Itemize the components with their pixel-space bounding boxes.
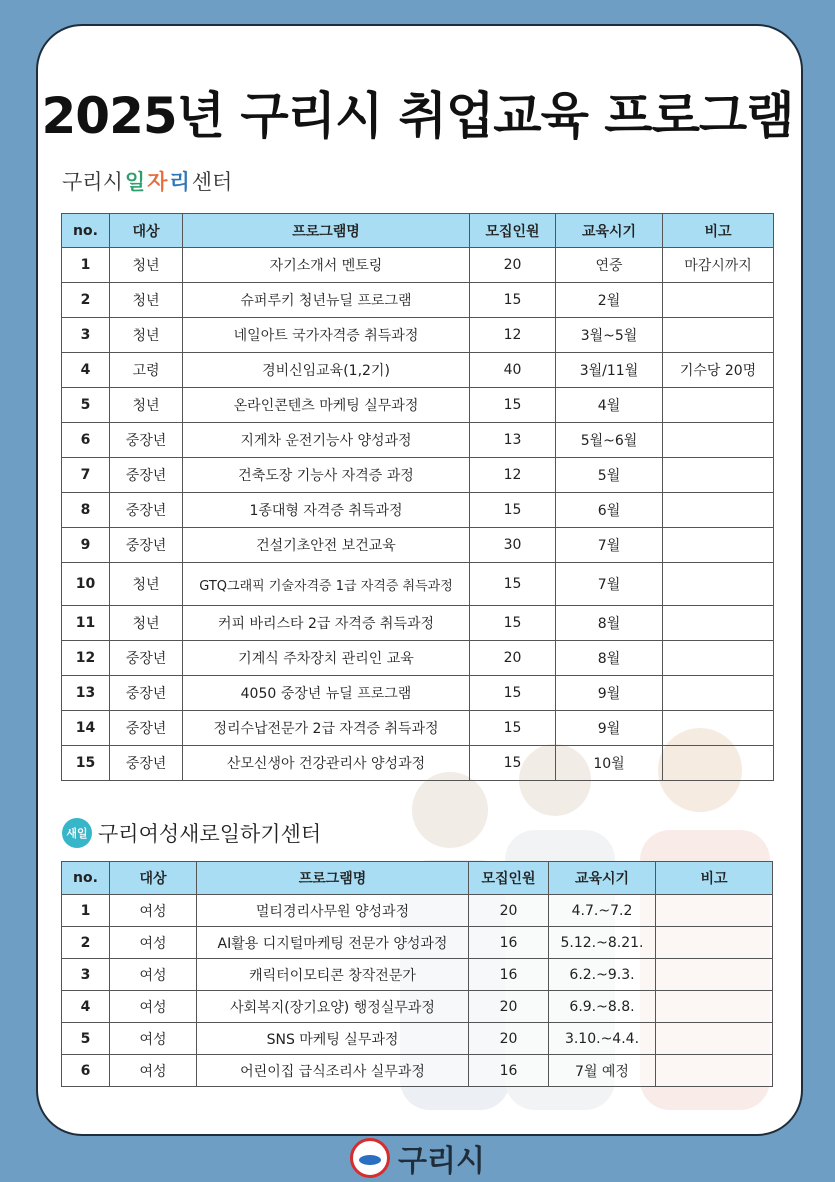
cell-target: 중장년 xyxy=(110,746,183,781)
table-row xyxy=(62,1055,773,1087)
table-row xyxy=(62,1023,773,1055)
table-row xyxy=(62,895,773,927)
cell-note xyxy=(663,493,774,528)
header-no: no. xyxy=(62,862,110,895)
header-note: 비고 xyxy=(656,862,773,895)
cell-capacity: 15 xyxy=(470,493,556,528)
table-row xyxy=(62,458,774,493)
table-row xyxy=(62,528,774,563)
cell-capacity: 16 xyxy=(469,927,549,959)
cell-no: 7 xyxy=(62,458,110,493)
cell-no: 11 xyxy=(62,606,110,641)
cell-note xyxy=(656,1023,773,1055)
cell-target: 청년 xyxy=(110,248,183,283)
cell-target: 중장년 xyxy=(110,676,183,711)
cell-period: 6.2.~9.3. xyxy=(549,959,656,991)
cell-period: 7월 예정 xyxy=(549,1055,656,1087)
cell-period: 5월~6월 xyxy=(556,423,663,458)
cell-capacity: 15 xyxy=(470,563,556,606)
cell-period: 7월 xyxy=(556,563,663,606)
cell-program: AI활용 디지털마케팅 전문가 양성과정 xyxy=(197,927,469,959)
saeil-badge-icon: 새일 xyxy=(62,818,92,848)
cell-no: 15 xyxy=(62,746,110,781)
cell-program: 건축도장 기능사 자격증 과정 xyxy=(183,458,470,493)
table-row xyxy=(62,641,774,676)
cell-no: 2 xyxy=(62,927,110,959)
table-row xyxy=(62,606,774,641)
cell-program: 어린이집 급식조리사 실무과정 xyxy=(197,1055,469,1087)
cell-period: 7월 xyxy=(556,528,663,563)
logo-ja: 자 xyxy=(147,170,168,194)
cell-target: 중장년 xyxy=(110,711,183,746)
cell-target: 청년 xyxy=(110,563,183,606)
cell-program: 지게차 운전기능사 양성과정 xyxy=(183,423,470,458)
cell-period: 4월 xyxy=(556,388,663,423)
cell-program: 사회복지(장기요양) 행정실무과정 xyxy=(197,991,469,1023)
cell-capacity: 16 xyxy=(469,1055,549,1087)
table-row xyxy=(62,676,774,711)
cell-program: 자기소개서 멘토링 xyxy=(183,248,470,283)
women-center-name: 구리여성새로일하기센터 xyxy=(98,822,322,846)
cell-no: 3 xyxy=(62,318,110,353)
cell-note xyxy=(663,711,774,746)
cell-note xyxy=(663,641,774,676)
cell-target: 청년 xyxy=(110,388,183,423)
page-title: 2025년 구리시 취업교육 프로그램 xyxy=(41,87,794,145)
cell-note xyxy=(663,318,774,353)
cell-period: 5.12.~8.21. xyxy=(549,927,656,959)
cell-no: 5 xyxy=(62,388,110,423)
cell-target: 청년 xyxy=(110,318,183,353)
cell-period: 4.7.~7.2 xyxy=(549,895,656,927)
cell-note xyxy=(663,458,774,493)
header-capacity: 모집인원 xyxy=(469,862,549,895)
cell-program: 산모신생아 건강관리사 양성과정 xyxy=(183,746,470,781)
cell-capacity: 15 xyxy=(470,711,556,746)
cell-program: 4050 중장년 뉴딜 프로그램 xyxy=(183,676,470,711)
table-row xyxy=(62,248,774,283)
cell-program: 건설기초안전 보건교육 xyxy=(183,528,470,563)
header-no: no. xyxy=(62,214,110,248)
cell-target: 청년 xyxy=(110,283,183,318)
cell-note xyxy=(663,283,774,318)
table-header-row xyxy=(62,862,773,895)
cell-target: 여성 xyxy=(110,895,197,927)
cell-program: 온라인콘텐츠 마케팅 실무과정 xyxy=(183,388,470,423)
cell-capacity: 13 xyxy=(470,423,556,458)
cell-period: 3월~5월 xyxy=(556,318,663,353)
cell-target: 여성 xyxy=(110,927,197,959)
cell-capacity: 20 xyxy=(469,895,549,927)
cell-no: 1 xyxy=(62,895,110,927)
cell-capacity: 15 xyxy=(470,388,556,423)
header-target: 대상 xyxy=(110,214,183,248)
cell-program: 커피 바리스타 2급 자격증 취득과정 xyxy=(183,606,470,641)
cell-period: 3.10.~4.4. xyxy=(549,1023,656,1055)
cell-note xyxy=(663,746,774,781)
header-capacity: 모집인원 xyxy=(470,214,556,248)
cell-period: 6월 xyxy=(556,493,663,528)
cell-capacity: 40 xyxy=(470,353,556,388)
cell-target: 여성 xyxy=(110,959,197,991)
cell-no: 12 xyxy=(62,641,110,676)
job-center-table xyxy=(61,213,774,781)
cell-program: 멀티경리사무원 양성과정 xyxy=(197,895,469,927)
footer-logo xyxy=(0,1136,835,1180)
cell-program: 기계식 주차장치 관리인 교육 xyxy=(183,641,470,676)
table-row xyxy=(62,493,774,528)
women-center-logo xyxy=(62,818,321,848)
cell-target: 여성 xyxy=(110,991,197,1023)
cell-no: 6 xyxy=(62,1055,110,1087)
logo-il: 일 xyxy=(124,170,146,194)
cell-no: 14 xyxy=(62,711,110,746)
header-period: 교육시기 xyxy=(549,862,656,895)
cell-no: 2 xyxy=(62,283,110,318)
cell-program: 1종대형 자격증 취득과정 xyxy=(183,493,470,528)
cell-period: 연중 xyxy=(556,248,663,283)
guri-emblem-icon xyxy=(350,1138,390,1178)
table-row xyxy=(62,563,774,606)
cell-program: 정리수납전문가 2급 자격증 취득과정 xyxy=(183,711,470,746)
table-row xyxy=(62,959,773,991)
cell-note xyxy=(656,991,773,1023)
logo-suffix: 센터 xyxy=(191,170,233,194)
cell-target: 중장년 xyxy=(110,528,183,563)
cell-target: 여성 xyxy=(110,1023,197,1055)
cell-capacity: 12 xyxy=(470,458,556,493)
women-center-table xyxy=(61,861,773,1087)
cell-note xyxy=(663,676,774,711)
cell-capacity: 12 xyxy=(470,318,556,353)
logo-prefix: 구리시 xyxy=(62,170,123,194)
cell-capacity: 15 xyxy=(470,606,556,641)
cell-period: 8월 xyxy=(556,641,663,676)
cell-program: 네일아트 국가자격증 취득과정 xyxy=(183,318,470,353)
cell-program: 캐릭터이모티콘 창작전문가 xyxy=(197,959,469,991)
job-center-logo xyxy=(62,166,232,196)
table-row xyxy=(62,283,774,318)
cell-no: 3 xyxy=(62,959,110,991)
table-row xyxy=(62,318,774,353)
header-program: 프로그램명 xyxy=(197,862,469,895)
cell-target: 청년 xyxy=(110,606,183,641)
table-row xyxy=(62,388,774,423)
cell-capacity: 15 xyxy=(470,283,556,318)
header-program: 프로그램명 xyxy=(183,214,470,248)
table-row xyxy=(62,746,774,781)
cell-target: 중장년 xyxy=(110,458,183,493)
cell-period: 3월/11월 xyxy=(556,353,663,388)
cell-note xyxy=(663,423,774,458)
cell-capacity: 16 xyxy=(469,959,549,991)
cell-capacity: 20 xyxy=(469,1023,549,1055)
cell-no: 4 xyxy=(62,991,110,1023)
cell-no: 6 xyxy=(62,423,110,458)
cell-period: 9월 xyxy=(556,676,663,711)
cell-note xyxy=(663,388,774,423)
cell-no: 1 xyxy=(62,248,110,283)
cell-period: 9월 xyxy=(556,711,663,746)
table-row xyxy=(62,711,774,746)
cell-capacity: 20 xyxy=(469,991,549,1023)
cell-note xyxy=(656,895,773,927)
cell-program: GTQ그래픽 기술자격증 1급 자격증 취득과정 xyxy=(183,563,470,606)
header-note: 비고 xyxy=(663,214,774,248)
cell-no: 9 xyxy=(62,528,110,563)
header-period: 교육시기 xyxy=(556,214,663,248)
table-row xyxy=(62,927,773,959)
cell-no: 13 xyxy=(62,676,110,711)
cell-note xyxy=(656,1055,773,1087)
cell-note xyxy=(663,606,774,641)
cell-note: 기수당 20명 xyxy=(663,353,774,388)
header-target: 대상 xyxy=(110,862,197,895)
cell-capacity: 15 xyxy=(470,676,556,711)
cell-note xyxy=(663,528,774,563)
table-row xyxy=(62,423,774,458)
cell-target: 중장년 xyxy=(110,641,183,676)
cell-capacity: 20 xyxy=(470,248,556,283)
logo-ri: 리 xyxy=(169,170,190,194)
cell-program: 슈퍼루키 청년뉴딜 프로그램 xyxy=(183,283,470,318)
cell-target: 중장년 xyxy=(110,423,183,458)
table-row xyxy=(62,991,773,1023)
cell-no: 10 xyxy=(62,563,110,606)
cell-period: 10월 xyxy=(556,746,663,781)
cell-note: 마감시까지 xyxy=(663,248,774,283)
table-row xyxy=(62,353,774,388)
cell-program: SNS 마케팅 실무과정 xyxy=(197,1023,469,1055)
cell-period: 2월 xyxy=(556,283,663,318)
cell-no: 4 xyxy=(62,353,110,388)
cell-period: 6.9.~8.8. xyxy=(549,991,656,1023)
cell-note xyxy=(656,959,773,991)
cell-capacity: 15 xyxy=(470,746,556,781)
cell-program: 경비신임교육(1,2기) xyxy=(183,353,470,388)
cell-capacity: 20 xyxy=(470,641,556,676)
cell-note xyxy=(656,927,773,959)
cell-period: 8월 xyxy=(556,606,663,641)
footer-city-name: 구리시 xyxy=(398,1144,485,1179)
cell-no: 8 xyxy=(62,493,110,528)
cell-target: 고령 xyxy=(110,353,183,388)
table-header-row xyxy=(62,214,774,248)
cell-period: 5월 xyxy=(556,458,663,493)
cell-note xyxy=(663,563,774,606)
cell-capacity: 30 xyxy=(470,528,556,563)
cell-target: 중장년 xyxy=(110,493,183,528)
cell-target: 여성 xyxy=(110,1055,197,1087)
cell-no: 5 xyxy=(62,1023,110,1055)
